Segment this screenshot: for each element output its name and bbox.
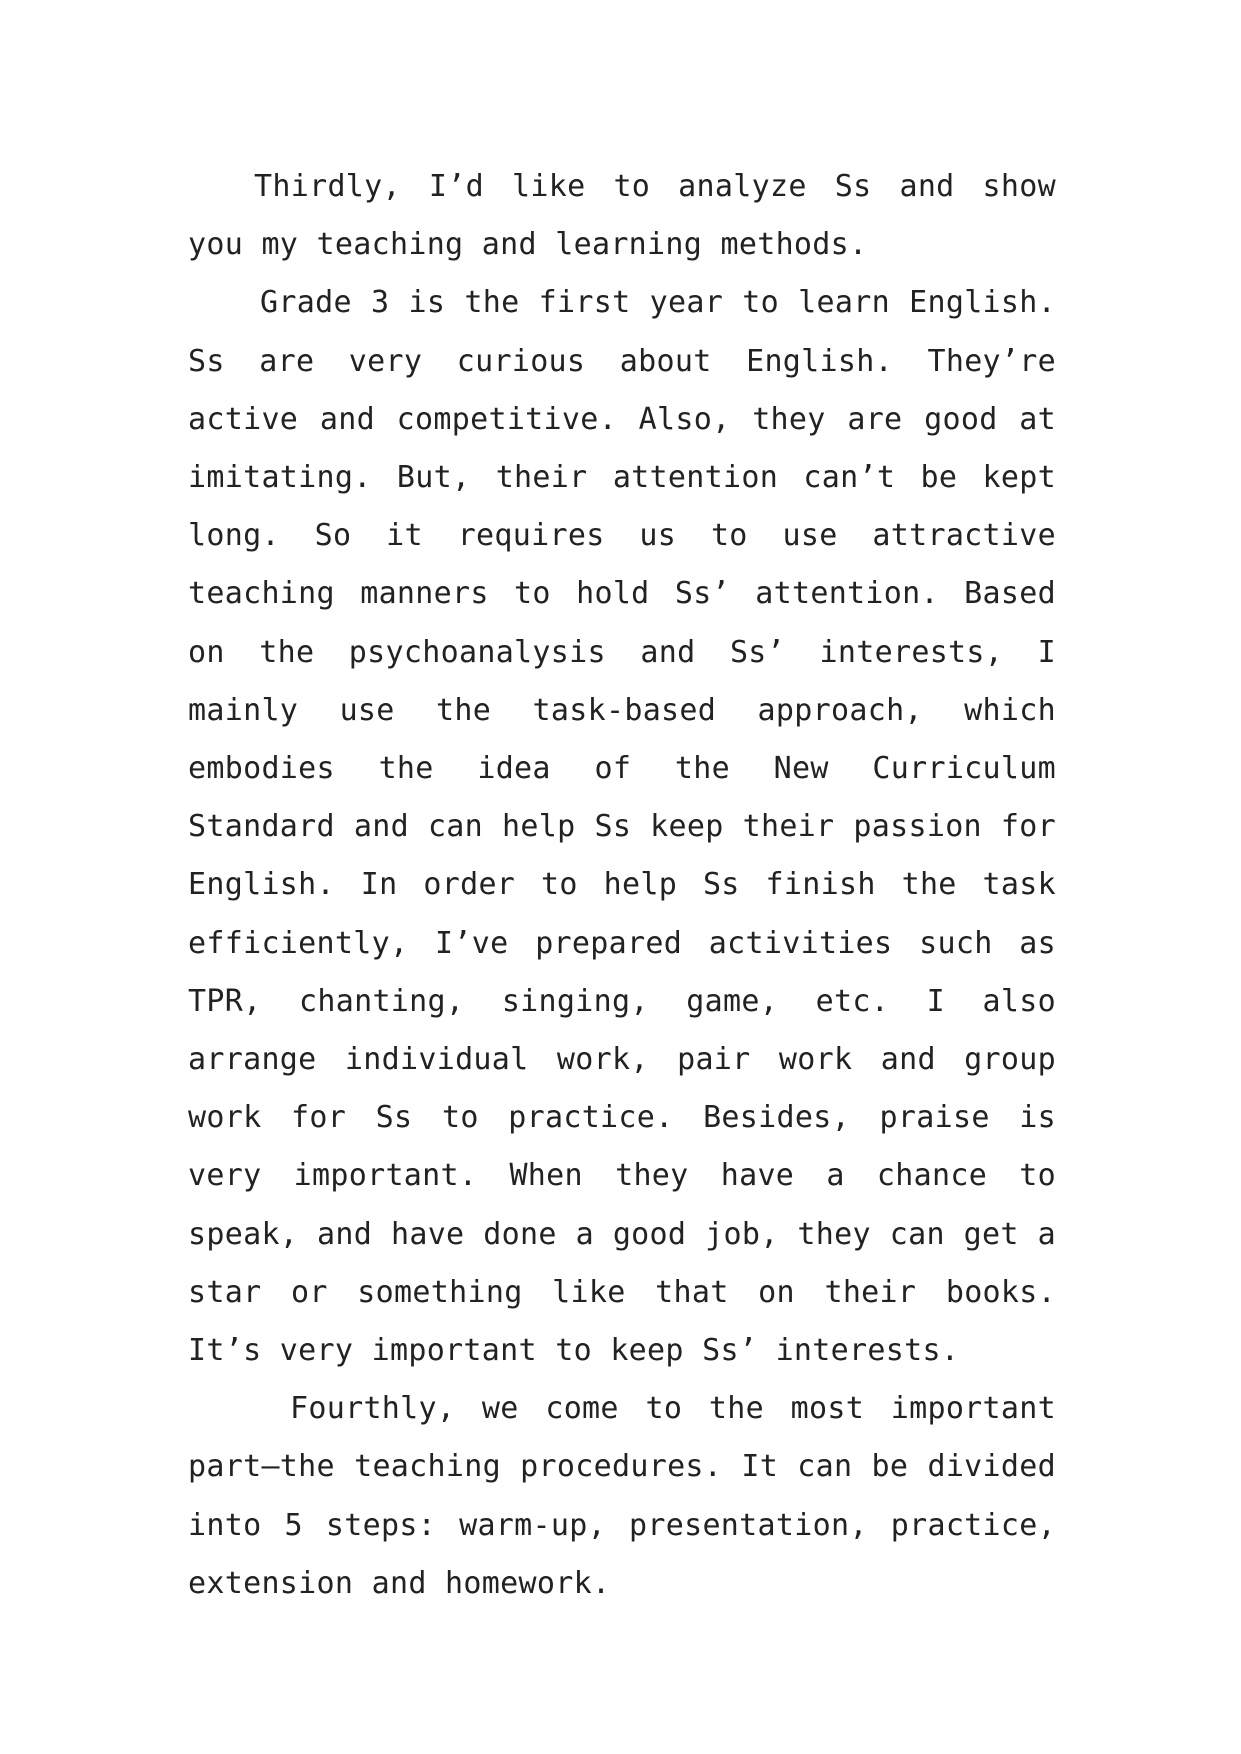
paragraph-analysis-intro: Thirdly, I’d like to analyze Ss and show you my teaching and learning methods. [188, 169, 1056, 263]
paragraph-student-analysis: Grade 3 is the first year to learn English. Ss are very curious about English. They’re active and competitive. Also, they are good at imitating. But, their attention can’t be kept long. So it requires us to use attractive teaching manners to hold Ss’ attention. Based on the psychoanalysis and Ss’ interests, I mainly use the task-based approach, which embodies the idea of the New Curriculum Standard and can help Ss keep their passion for English. In order to help Ss finish the task efficiently, I’ve prepared activities such as TPR, chanting, singing, game, etc. I also arrange individual work, pair work and group work for Ss to practice. Besides, praise is very important. When they have a chance to speak, and have done a good job, they can get a star or something like that on their books. It’s very important to keep Ss’ interests. [188, 285, 1056, 1369]
paragraph-teaching-procedures: Fourthly, we come to the most important part—the teaching procedures. It can be divided into 5 steps: warm-up, presentation, practice, extension and homework. [188, 1391, 1056, 1601]
body-text [188, 158, 1056, 1613]
